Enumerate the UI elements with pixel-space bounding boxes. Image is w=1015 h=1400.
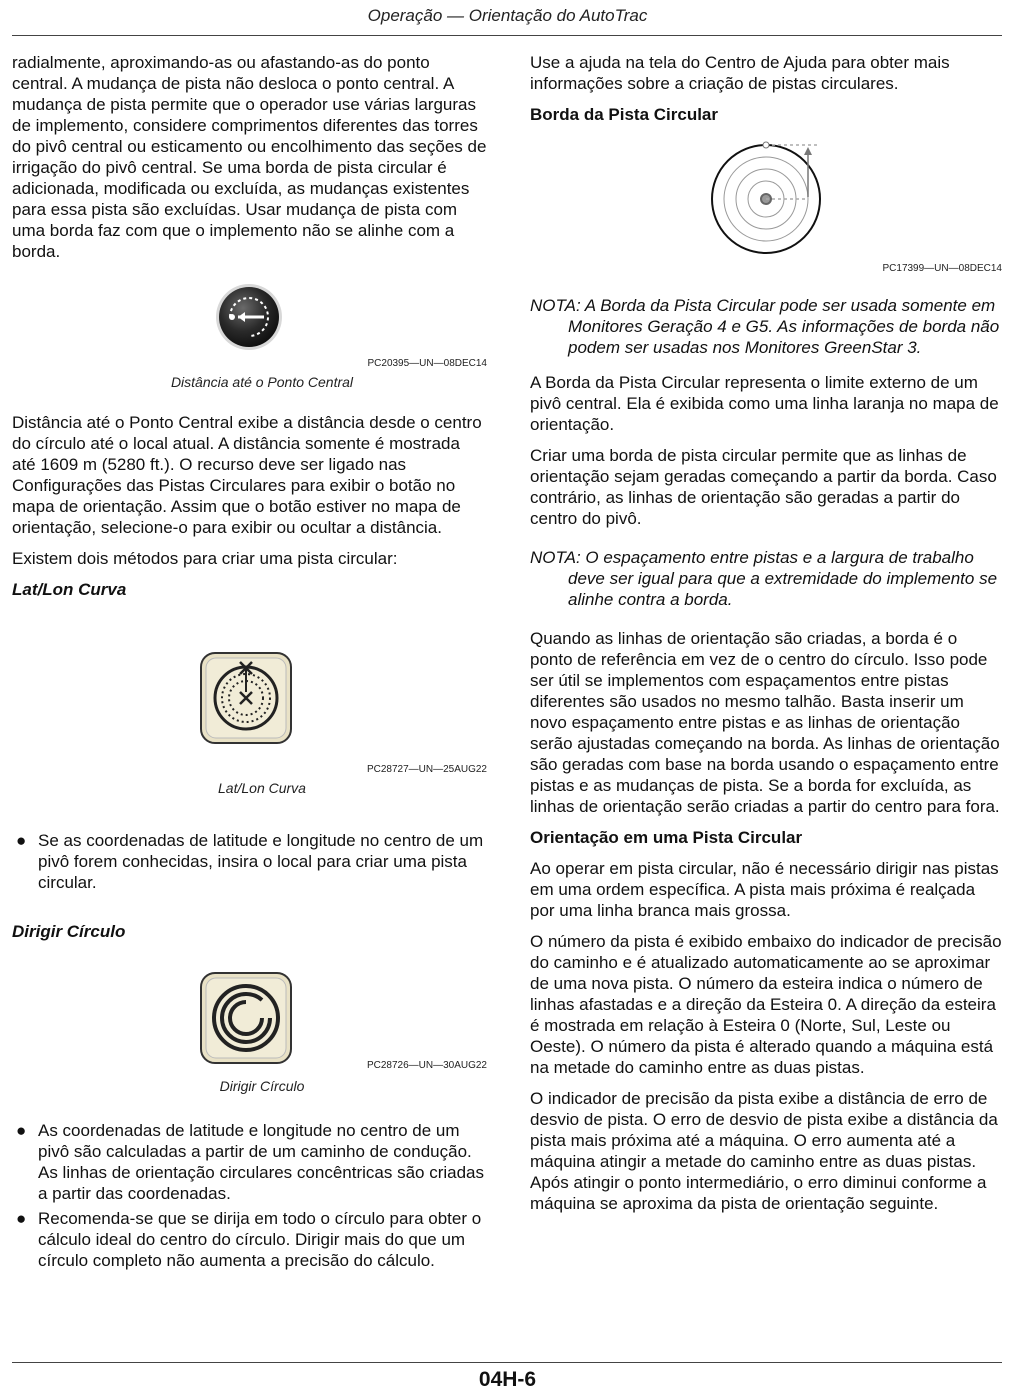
figure-reference: PC28727—UN—25AUG22 [366,764,487,775]
figure-circular-boundary [530,139,1002,295]
figure-reference: PC17399—UN—08DEC14 [882,263,1002,274]
figure-caption: Lat/Lon Curva [218,780,306,796]
header-rule [12,35,1002,36]
figure-reference: PC20395—UN—08DEC14 [367,358,487,369]
figure-caption: Dirigir Círculo [219,1078,305,1094]
circular-boundary-diagram [708,139,828,257]
paragraph: Use a ajuda na tela do Centro de Ajuda para obter mais informações sobre a criação de pistas circulares. [530,53,950,93]
section-heading: Orientação em uma Pista Circular [530,828,803,847]
paragraph: A Borda da Pista Circular representa o limite externo de um pivô central. Ela é exibida como uma linha laranja no mapa de orientação. [530,373,999,434]
section-heading: Dirigir Círculo [12,922,126,941]
figure-latlon [12,640,487,830]
latlon-curve-icon [200,652,292,744]
figure-reference: PC28726—UN—30AUG22 [366,1060,487,1071]
right-column [530,52,1002,1224]
list-item: ● Se as coordenadas de latitude e longitude no centro de um pivô forem conhecidas, insira o local para criar uma pista circular. [16,831,484,892]
paragraph: radialmente, aproximando-as ou afastando-as do ponto central. A mudança de pista não desloca o ponto central. A mudança de pista permite que o operador use várias larguras de implemento, considere comprimentos diferentes das torres do pivô central ou esticamento ou encolhimento das seções de irrigação do pivô central. Se uma borda de pista circular é adicionada, modificada ou excluída, as mudanças existentes para essa pista são excluídas. Usar mudança de pista com uma borda faz com que o implemento não se alinhe com a borda. [12,53,487,261]
list-item: ● As coordenadas de latitude e longitude no centro de um pivô são calculadas a partir de um caminho de condução. As linhas de orientação circulares concêntricas são criadas a partir das coordenadas. [16,1121,485,1203]
figure-drive-circle [12,960,487,1120]
paragraph: Existem dois métodos para criar uma pista circular: [12,549,398,568]
footer-rule [12,1362,1002,1363]
section-heading: Borda da Pista Circular [530,105,719,124]
figure-distance [12,282,487,404]
page-number: 04H-6 [478,1368,537,1391]
drive-circle-icon [200,972,292,1064]
left-column [12,52,487,1275]
paragraph: O indicador de precisão da pista exibe a distância de erro de desvio de pista. O erro de desvio de pista exibe a distância da pista mais próxima até a máquina. O erro aumenta até a máquina atingir a metade do caminho entre as duas pistas. Após atingir o ponto intermediário, o erro diminui conforme a máquina se aproxima da pista de orientação seguinte. [530,1089,998,1213]
paragraph: Criar uma borda de pista circular permite que as linhas de orientação sejam geradas começando a partir da borda. Caso contrário, as linhas de orientação são geradas a partir do centro do pivô. [530,446,997,528]
paragraph: Ao operar em pista circular, não é necessário dirigir nas pistas em uma ordem específica. A pista mais próxima é realçada por uma linha branca mais grossa. [530,859,999,920]
note: NOTA: O espaçamento entre pistas e a largura de trabalho deve ser igual para que a extremidade do implemento se alinhe contra a borda. [530,548,998,609]
figure-caption: Distância até o Ponto Central [170,374,354,390]
paragraph: Quando as linhas de orientação são criadas, a borda é o ponto de referência em vez de o centro do círculo. Isso pode ser útil se implementos com espaçamentos entre pistas diferentes são usados no mesmo talhão. Basta inserir um novo espaçamento entre pistas e as linhas de orientação serão ajustadas começando na borda. As linhas de orientação são geradas com base na borda usando o espaçamento entre pistas e as mudanças de pista. Se a borda for excluída, as linhas de orientação serão criadas a partir do centro para fora. [530,629,1000,816]
section-heading: Lat/Lon Curva [12,580,127,599]
paragraph: Distância até o Ponto Central exibe a distância desde o centro do círculo até o local atual. A distância somente é mostrada até 1609 m (5280 ft.). O recurso deve ser ligado nas Configurações das Pistas Circulares para exibir o botão no mapa de orientação. Assim que o botão estiver no mapa de orientação, selecione-o para exibir ou ocultar a distância. [12,413,482,537]
list-item: ● Recomenda-se que se dirija em todo o círculo para obter o cálculo ideal do centro do círculo. Dirigir mais do que um círculo completo não aumenta a precisão do cálculo. [16,1209,482,1270]
page-header [0,0,1015,36]
paragraph: O número da pista é exibido embaixo do indicador de precisão do caminho e é atualizado automaticamente ao se aproximar de uma nova pista. O número da esteira indica o número de linhas afastadas e a direção da Esteira 0. A direção da esteira é mostrada em relação à Esteira 0 (Norte, Sul, Leste ou Oeste). O número da pista é alterado quando a máquina está na metade do caminho entre as duas pistas. [530,932,1002,1077]
distance-to-center-icon [214,282,284,352]
note: NOTA: A Borda da Pista Circular pode ser usada somente em Monitores Geração 4 e G5. As informações de borda não podem ser usadas nos Monitores GreenStar 3. [530,296,1000,357]
page-header-title: Operação — Orientação do AutoTrac [367,6,648,25]
